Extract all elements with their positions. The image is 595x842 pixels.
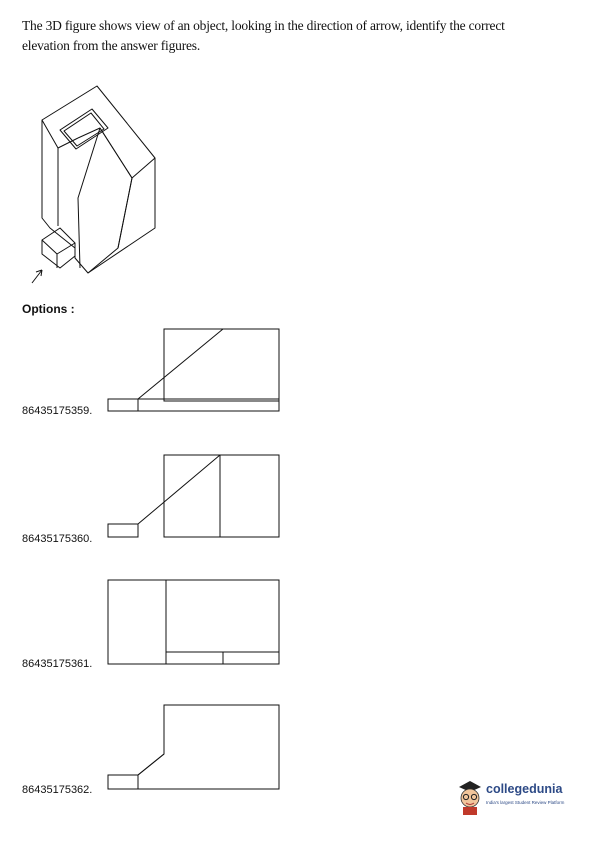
question-line-2: elevation from the answer figures. bbox=[22, 38, 201, 53]
option-3-figure bbox=[100, 577, 285, 667]
option-2-figure bbox=[100, 452, 285, 542]
logo-tagline: India's largest Student Review Platform bbox=[486, 800, 565, 805]
question-line-1: The 3D figure shows view of an object, looking in the direction of arrow, identify the correct bbox=[22, 18, 505, 33]
option-4-figure bbox=[100, 702, 285, 792]
option-4-label: 86435175362. bbox=[22, 784, 93, 796]
logo-name: collegedunia bbox=[486, 782, 563, 796]
isometric-figure bbox=[20, 78, 170, 293]
option-2-label: 86435175360. bbox=[22, 533, 93, 545]
options-heading: Options : bbox=[22, 302, 75, 316]
collegedunia-logo bbox=[456, 776, 576, 816]
mascot-icon bbox=[456, 778, 484, 816]
question-text bbox=[22, 16, 505, 56]
option-3-label: 86435175361. bbox=[22, 658, 93, 670]
option-1-figure bbox=[100, 326, 285, 416]
option-1-label: 86435175359. bbox=[22, 405, 93, 417]
